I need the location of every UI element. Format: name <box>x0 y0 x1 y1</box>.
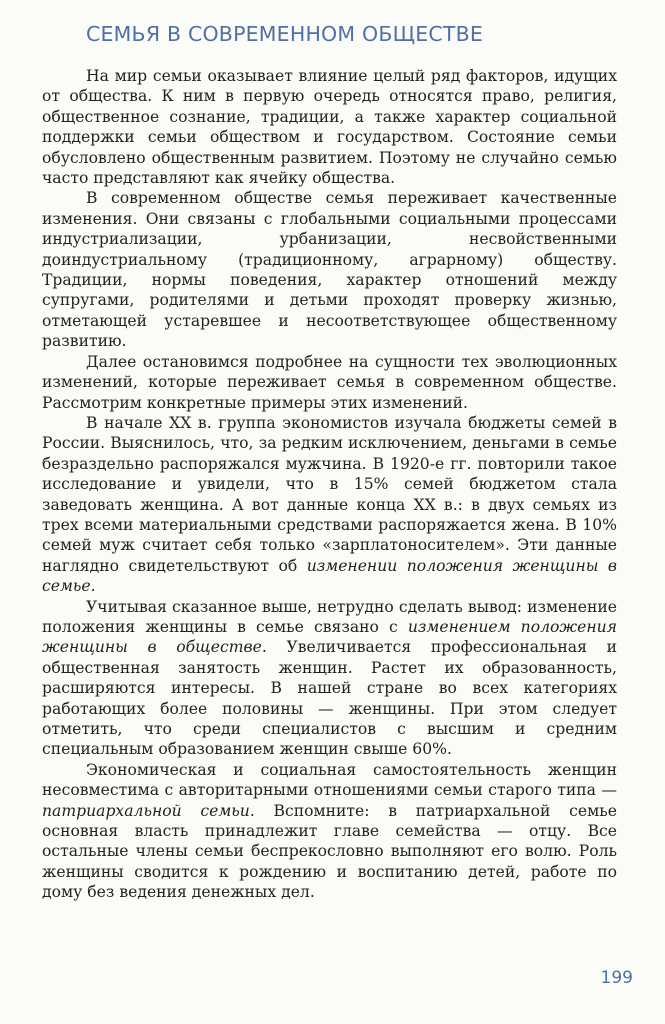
paragraph-conclusion <box>42 597 617 760</box>
paragraph-modern-family: В современном обществе семья переживает качественные изменения. Они связаны с глобальными социальными процессами индустриализации, урбанизации, несвойственными доиндустриальному (традиционному, аграрному) обществу. Традиции, нормы поведения, характер отношений между супругами, родителями и детьми проходят проверку жизнью, отметающей устаревшее и несоответствующее общественному развитию. <box>42 189 617 351</box>
paragraph-intro: На мир семьи оказывает влияние целый ряд факторов, идущих от общества. К ним в первую очередь относятся право, религия, общественное сознание, традиции, а также характер социальной поддержки семьи обществом и государством. Состояние семьи обусловлено общественным развитием. Поэтому не случайно семью часто представляют как ячейку общества. <box>42 67 617 188</box>
italic-term: изменением положения женщины в обществе. <box>42 617 617 657</box>
paragraph-text: Экономическая и социальная самостоятельность женщин несовместима с авторитарными отношениями семьи старого типа — <box>42 760 617 800</box>
italic-term: изменении положения женщины в семье. <box>42 556 617 596</box>
body-text <box>42 66 617 903</box>
paragraph-text: Увеличивается профессиональная и общественная занятость женщин. Растет их образованность, расширяются интересы. В нашей стране во всех категориях работающих более половины — женщины. При этом следует отметить, что среди специалистов с высшим и средним специальным образованием женщин свыше 60%. <box>42 638 617 759</box>
paragraph-text: Учитывая сказанное выше, нетрудно сделать вывод: изменение положения женщины в семье связано с <box>42 597 617 636</box>
page-title: СЕМЬЯ В СОВРЕМЕННОМ ОБЩЕСТВЕ <box>86 22 484 46</box>
italic-term: патриархальной семьи. <box>42 801 255 820</box>
paragraph-evolution: Далее остановимся подробнее на сущности тех эволюционных изменений, которые переживает семья в современном обществе. Рассмотрим конкретные примеры этих изменений. <box>42 352 617 412</box>
paragraph-budget-study <box>42 413 617 597</box>
paragraph-text: В начале XX в. группа экономистов изучала бюджеты семей в России. Выяснилось, что, за редким исключением, деньгами в семье безраздельно распоряжался мужчина. В 1920-е гг. повторили такое исследование и увидели, что в 15% семей бюджетом стала заведовать женщина. А вот данные конца XX в.: в двух семьях из трех всеми материальными средствами распоряжается жена. В 10% семей муж считает себя только «зарплатоносителем». Эти данные наглядно свидетельствуют об <box>42 413 617 575</box>
paragraph-text: Вспомните: в патриархальной семье основная власть принадлежит главе семейства — отцу. Все остальные члены семьи беспрекословно выполняют его волю. Роль женщины сводится к рождению и воспитанию детей, работе по дому без ведения денежных дел. <box>42 801 617 902</box>
page-number: 199 <box>600 968 633 988</box>
paragraph-patriarchal <box>42 760 617 903</box>
